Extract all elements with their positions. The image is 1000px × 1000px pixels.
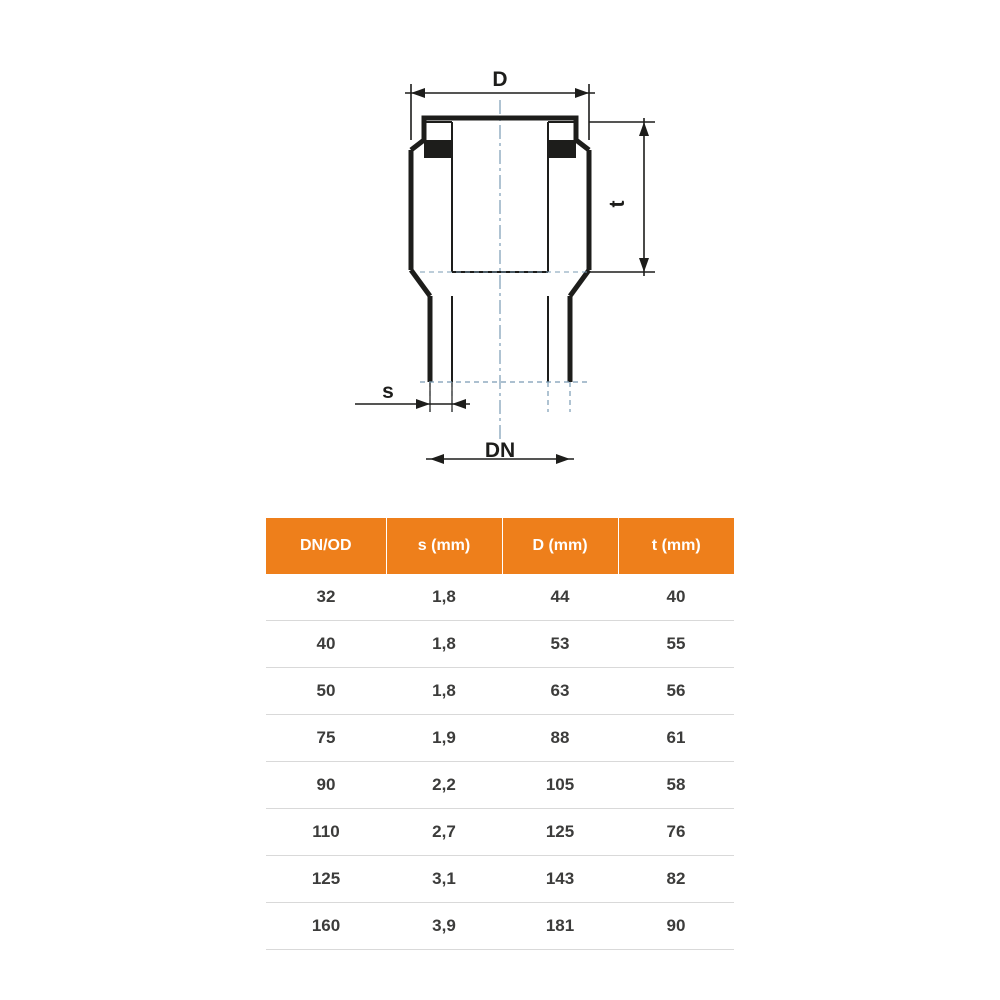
cell-dn-od: 50 [266, 668, 386, 715]
cell-d: 105 [502, 762, 618, 809]
cell-s: 1,9 [386, 715, 502, 762]
cell-t: 40 [618, 574, 734, 621]
cell-t: 56 [618, 668, 734, 715]
cell-s: 3,9 [386, 903, 502, 950]
label-t: t [606, 200, 629, 208]
table-header-s: s (mm) [386, 518, 502, 574]
cell-t: 82 [618, 856, 734, 903]
table-header-row [266, 518, 734, 574]
cell-dn-od: 40 [266, 621, 386, 668]
cell-d: 53 [502, 621, 618, 668]
cell-dn-od: 125 [266, 856, 386, 903]
cell-s: 1,8 [386, 668, 502, 715]
cell-s: 3,1 [386, 856, 502, 903]
cell-t: 90 [618, 903, 734, 950]
label-D: D [492, 68, 508, 91]
cell-d: 143 [502, 856, 618, 903]
dimension-s [355, 382, 470, 412]
cell-t: 61 [618, 715, 734, 762]
label-DN: DN [484, 439, 516, 462]
table-row [266, 574, 734, 621]
dimension-t [589, 118, 655, 276]
reference-line-horizontal [420, 272, 588, 382]
table-row [266, 903, 734, 950]
cell-dn-od: 110 [266, 809, 386, 856]
label-s: s [382, 380, 394, 403]
cell-d: 63 [502, 668, 618, 715]
cell-dn-od: 160 [266, 903, 386, 950]
cell-s: 1,8 [386, 621, 502, 668]
cell-dn-od: 75 [266, 715, 386, 762]
cell-d: 181 [502, 903, 618, 950]
cell-dn-od: 32 [266, 574, 386, 621]
table-header-d: D (mm) [502, 518, 618, 574]
table-header-dn-od: DN/OD [266, 518, 386, 574]
table-header-t: t (mm) [618, 518, 734, 574]
cell-d: 125 [502, 809, 618, 856]
cell-t: 55 [618, 621, 734, 668]
cell-d: 44 [502, 574, 618, 621]
table-row [266, 809, 734, 856]
cell-t: 58 [618, 762, 734, 809]
cell-s: 1,8 [386, 574, 502, 621]
dimension-table [266, 518, 734, 950]
table-row [266, 621, 734, 668]
cell-t: 76 [618, 809, 734, 856]
cell-dn-od: 90 [266, 762, 386, 809]
table-row [266, 762, 734, 809]
table-row [266, 715, 734, 762]
cell-s: 2,7 [386, 809, 502, 856]
cell-d: 88 [502, 715, 618, 762]
cell-s: 2,2 [386, 762, 502, 809]
table-row [266, 668, 734, 715]
table-row [266, 856, 734, 903]
